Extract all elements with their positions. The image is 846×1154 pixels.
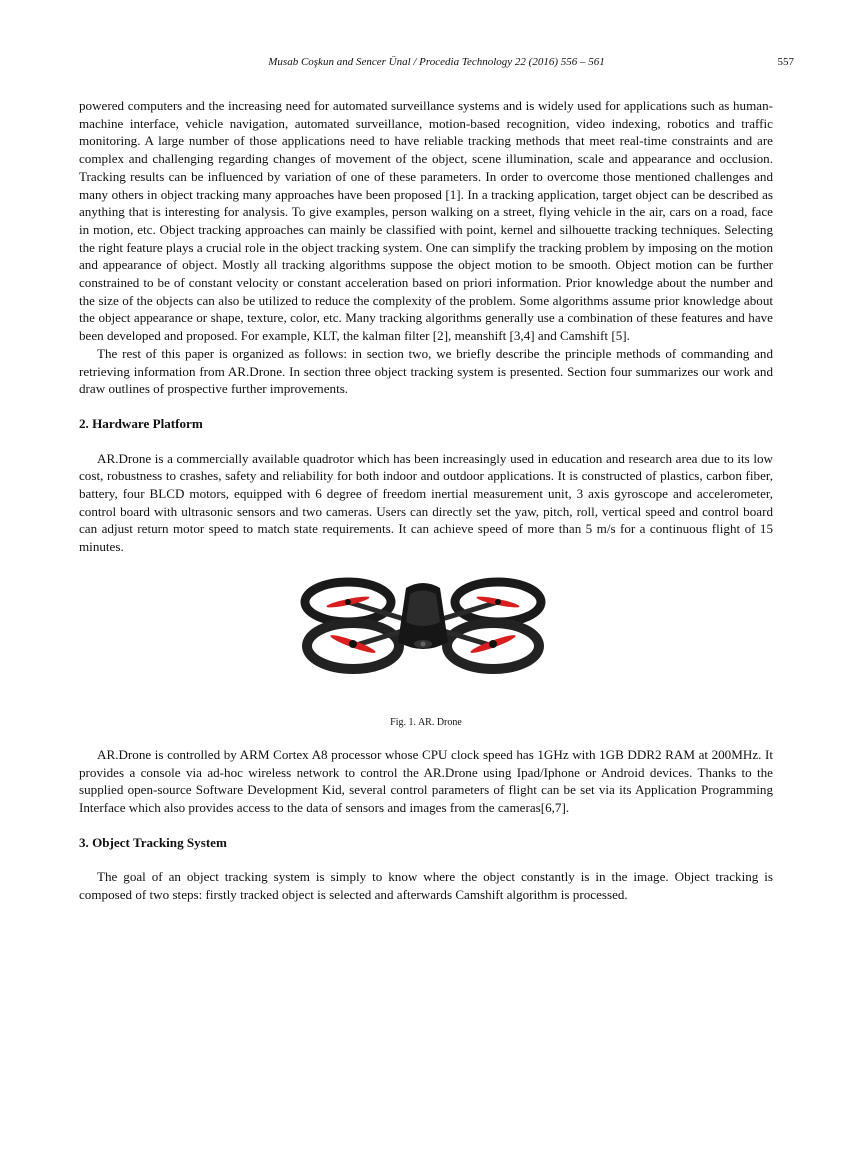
article-body	[79, 97, 773, 904]
page-header	[79, 56, 794, 72]
paragraph-processor: AR.Drone is controlled by ARM Cortex A8 processor whose CPU clock speed has 1GHz with 1GB DDR2 RAM at 200MHz. It provides a console via ad-hoc wireless network to control the AR.Drone using Ipad/Iphone or Android devices. Thanks to the supplied open-source Software Development Kid, several control parameters of flight can be set via its Application Programming Interface which also provides access to the data of sensors and images from the cameras[6,7].	[79, 746, 773, 815]
running-title: Musab Coşkun and Sencer Ünal / Procedia Technology 22 (2016) 556 – 561	[268, 56, 605, 68]
paragraph-tracking: The goal of an object tracking system is simply to know where the object constantly is in the image. Object tracking is composed of two steps: firstly tracked object is selected and afterwards Camshift algorithm is processed.	[79, 869, 773, 903]
section-heading-hardware: 2. Hardware Platform	[79, 415, 203, 431]
paragraph-intro-continued: powered computers and the increasing need for automated surveillance systems and is widely used for applications such as human-machine interface, vehicle navigation, automated surveillance, motion-based recognition, video indexing, robotics and traffic monitoring. A large number of those applications need to have reliable tracking methods that meet real-time constraints and are complex and challenging regarding changes of movement of the object, scene illumination, scale and appearance and occlusion. Tracking results can be influenced by variation of one of these parameters. In order to overcome those mentioned challenges and many others in object tracking many approaches have been proposed [1]. In a tracking application, target object can be described as anything that is interesting for analysis. To give examples, person walking on a street, flying vehicle in the air, cars on a road, face in motion, etc. Object tracking approaches can mainly be classified with point, kernel and silhouette tracking techniques. Selecting the right feature plays a crucial role in the object tracking system. One can simplify the tracking problem by imposing on the motion and appearance of object. Mostly all tracking algorithms suppose the object motion to be smooth. Object motion can be further constrained to be of constant velocity or constant acceleration based on priori information. Prior knowledge about the number and the size of the objects can also be utilized to reduce the complexity of the problem. Some algorithms assume prior knowledge about the object appearance or shape, texture, color, etc. Many tracking algorithms generally use a combination of these features and have been developed and proposed. For example, KLT, the kalman filter [2], meanshift [3,4] and Camshift [5].	[79, 98, 773, 344]
drone-image	[298, 572, 548, 682]
section-heading-tracking: 3. Object Tracking System	[79, 834, 227, 850]
page-number: 557	[777, 56, 794, 68]
paragraph-organization: The rest of this paper is organized as follows: in section two, we briefly describe the principle methods of commanding and retrieving information from AR.Drone. In section three object tracking system is presented. Section four summarizes our work and draw outlines of prospective further improvements.	[79, 345, 773, 397]
figure-ar-drone	[79, 572, 773, 706]
paragraph-hardware: AR.Drone is a commercially available quadrotor which has been increasingly used in education and research area due to its low cost, robustness to crashes, safety and reliability for both indoor and outdoor applications. It is constructed of plastics, carbon fiber, battery, four BLCD motors, equipped with 6 degree of freedom inertial measurement unit, 3 axis gyroscope and accelerometer, control board with ultrasonic sensors and two cameras. Users can directly set the yaw, pitch, roll, vertical speed and control board can adjust return motor speed to match state requirements. It can achieve speed of more than 5 m/s for a continuous flight of 15 minutes.	[79, 450, 773, 555]
figure-caption: Fig. 1. AR. Drone	[390, 716, 462, 728]
